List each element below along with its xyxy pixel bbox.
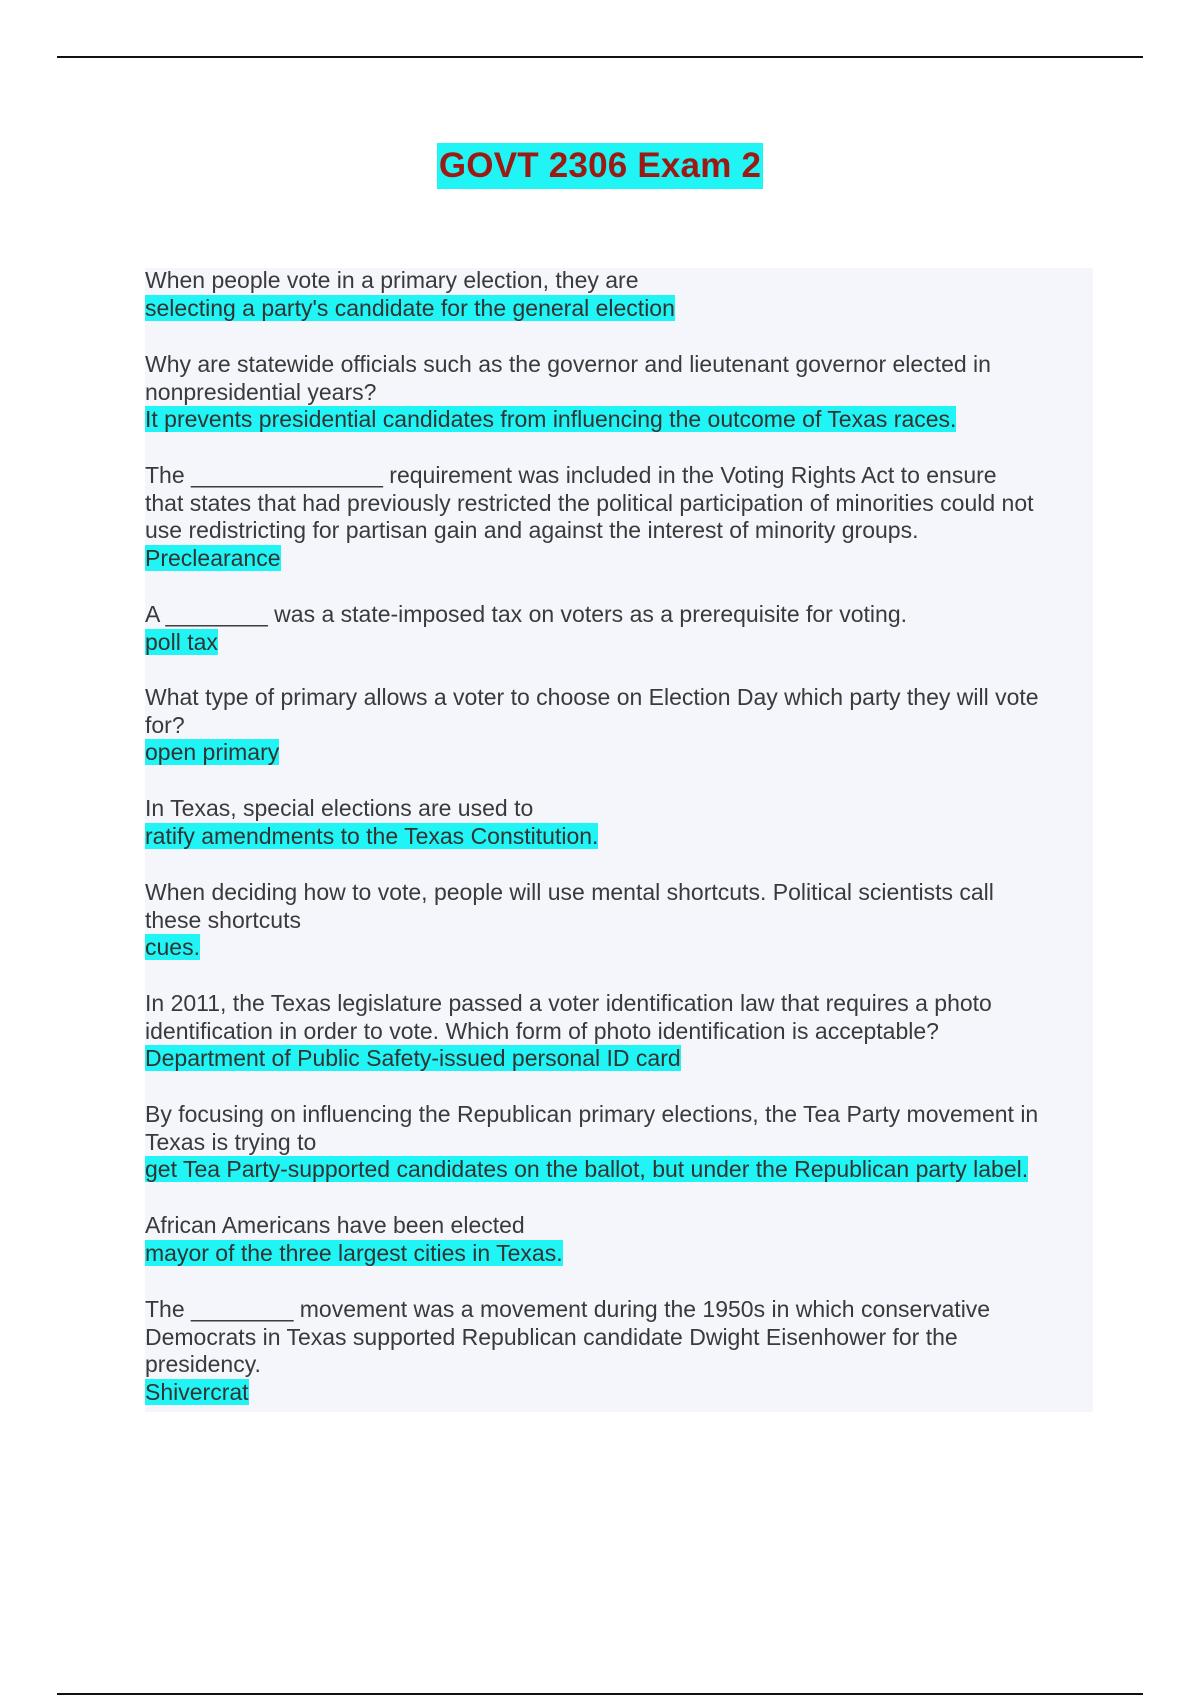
qa-item-3 bbox=[145, 462, 1095, 572]
qa-item-9 bbox=[145, 1101, 1095, 1184]
question-4: A ________ was a state-imposed tax on voters as a prerequisite for voting. bbox=[145, 601, 907, 627]
qa-item-5 bbox=[145, 684, 1095, 767]
question-11: The ________ movement was a movement during the 1950s in which conservative Democrats in Texas supported Republican candidate Dwight Eisenhower for the presidency. bbox=[145, 1296, 991, 1377]
title-container bbox=[0, 143, 1200, 189]
qa-item-6 bbox=[145, 795, 1095, 850]
answer-7: cues. bbox=[145, 934, 200, 960]
answer-8: Department of Public Safety-issued personal ID card bbox=[145, 1045, 681, 1071]
qa-item-4 bbox=[145, 601, 1095, 656]
answer-11: Shivercrat bbox=[145, 1378, 249, 1405]
question-7: When deciding how to vote, people will use mental shortcuts. Political scientists call these shortcuts bbox=[145, 879, 994, 933]
document-title: GOVT 2306 Exam 2 bbox=[437, 143, 763, 189]
question-9: By focusing on influencing the Republican primary elections, the Tea Party movement in Texas is trying to bbox=[145, 1101, 1039, 1155]
footer-rule bbox=[57, 1693, 1143, 1695]
question-8: In 2011, the Texas legislature passed a voter identification law that requires a photo identification in order to vote. Which form of photo identification is acceptable? bbox=[145, 990, 992, 1044]
header-rule bbox=[57, 56, 1143, 58]
qa-item-11 bbox=[145, 1296, 1095, 1406]
question-3: The _______________ requirement was included in the Voting Rights Act to ensure that states that had previously restricted the political participation of minorities could not use redistricting for partisan gain and against the interest of minority groups. bbox=[145, 462, 1034, 543]
question-10: African Americans have been elected bbox=[145, 1212, 525, 1238]
question-6: In Texas, special elections are used to bbox=[145, 795, 534, 821]
answer-5: open primary bbox=[145, 739, 280, 765]
answer-10: mayor of the three largest cities in Texas. bbox=[145, 1239, 563, 1266]
answer-4: poll tax bbox=[145, 628, 218, 655]
answer-6: ratify amendments to the Texas Constitution. bbox=[145, 822, 599, 849]
qa-item-8 bbox=[145, 990, 1095, 1073]
question-5: What type of primary allows a voter to choose on Election Day which party they will vote for? bbox=[145, 684, 1039, 738]
question-1: When people vote in a primary election, they are bbox=[145, 267, 639, 293]
answer-2: It prevents presidential candidates from influencing the outcome of Texas races. bbox=[145, 406, 957, 432]
answer-1: selecting a party's candidate for the general election bbox=[145, 294, 675, 321]
answer-9: get Tea Party-supported candidates on the ballot, but under the Republican party label. bbox=[145, 1156, 1029, 1182]
qa-item-1 bbox=[145, 267, 1095, 322]
qa-item-2 bbox=[145, 351, 1095, 434]
question-2: Why are statewide officials such as the governor and lieutenant governor elected in nonpresidential years? bbox=[145, 351, 991, 405]
answer-3: Preclearance bbox=[145, 544, 281, 571]
qa-item-10 bbox=[145, 1212, 1095, 1267]
qa-item-7 bbox=[145, 879, 1095, 962]
